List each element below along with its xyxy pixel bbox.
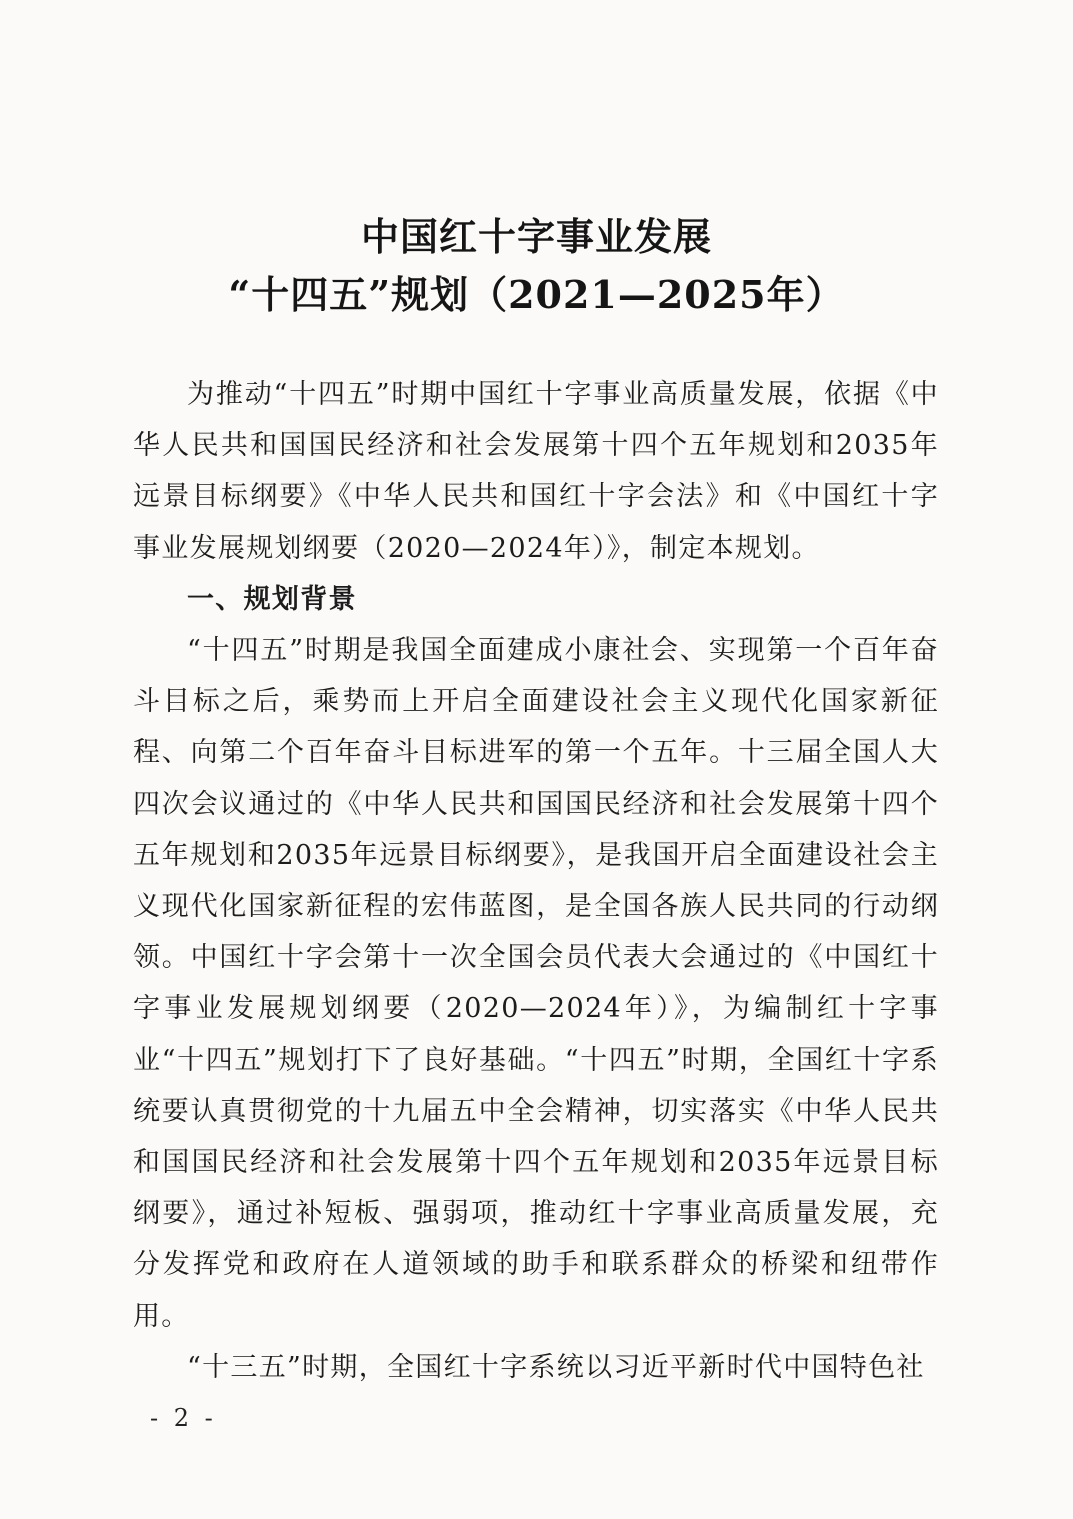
- page-number: - 2 -: [150, 1404, 217, 1432]
- continuation-paragraph: “十三五”时期，全国红十字系统以习近平新时代中国特色社: [187, 1351, 925, 1383]
- document-title: [0, 208, 1073, 324]
- title-line-1: 中国红十字事业发展: [360, 214, 712, 259]
- background-paragraph: “十四五”时期是我国全面建成小康社会、实现第一个百年奋斗目标之后，乘势而上开启全面建设社会主义现代化国家新征程、向第二个百年奋斗目标进军的第一个五年。十三届全国人大四次会议通过的《中华人民共和国国民经济和社会发展第十四个五年规划和2035年远景目标纲要》，是我国开启全面建设社会主义现代化国家新征程的宏伟蓝图，是全国各族人民共同的行动纲领。中国红十字会第十一次全国会员代表大会通过的《中国红十字事业发展规划纲要（2020—2024年）》，为编制红十字事业“十四五”规划打下了良好基础。“十四五”时期，全国红十字系统要认真贯彻党的十九届五中全会精神，切实落实《中华人民共和国国民经济和社会发展第十四个五年规划和2035年远景目标纲要》，通过补短板、强弱项，推动红十字事业高质量发展，充分发挥党和政府在人道领域的助手和联系群众的桥梁和纽带作用。: [133, 635, 939, 1332]
- title-line-2: “十四五”规划（2021—2025年）: [228, 272, 845, 317]
- intro-paragraph: 为推动“十四五”时期中国红十字事业高质量发展，依据《中华人民共和国国民经济和社会发展第十四个五年规划和2035年远景目标纲要》《中华人民共和国红十字会法》和《中国红十字事业发展规划纲要（2020—2024年）》，制定本规划。: [133, 379, 939, 564]
- section-heading: 一、规划背景: [187, 583, 357, 615]
- document-body: [133, 369, 939, 1393]
